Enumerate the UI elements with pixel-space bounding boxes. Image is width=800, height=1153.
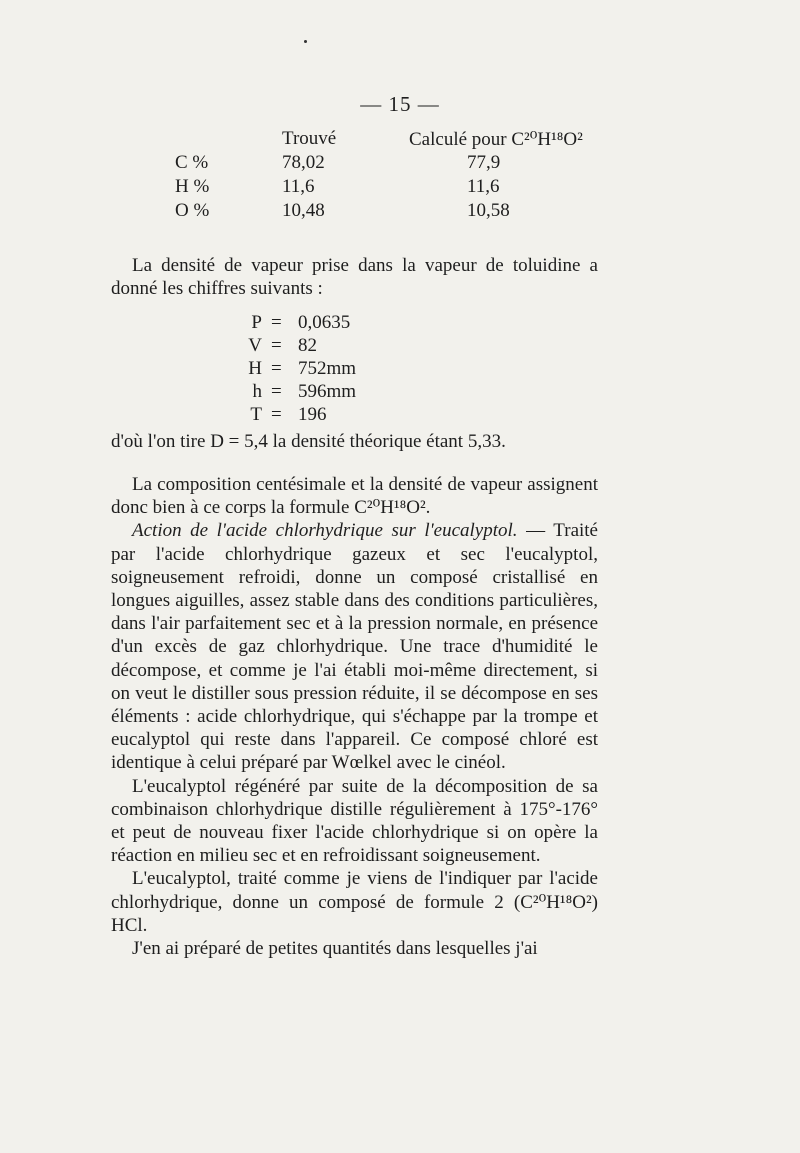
composition-paragraph: La composition centésimale et la densité de vapeur assignent donc bien à ce corps la formule C²⁰H¹⁸O². [111,474,598,519]
measure-value: 0,0635 [298,312,351,333]
row-label: C % [175,152,209,173]
measure-symbol: H [248,358,262,379]
last-paragraph: J'en ai préparé de petites quantités dans lesquelles j'ai [132,938,538,960]
found-value: 10,48 [282,200,325,221]
equals-sign: = [271,381,282,402]
speck-mark [304,40,307,43]
equals-sign: = [271,335,282,356]
result-paragraph [111,430,598,453]
measurement-row [0,312,800,335]
measure-value: 196 [298,404,327,425]
equals-sign: = [271,358,282,379]
calc-value: 11,6 [467,176,500,197]
measure-value: 752mm [298,358,357,379]
table-row [0,152,800,176]
measure-value: 82 [298,335,317,356]
treated-paragraph: L'eucalyptol, traité comme je viens de l'indiquer par l'acide chlorhydrique, donne un composé de formule 2 (C²⁰H¹⁸O²) HCl. [111,868,598,936]
calc-value: 10,58 [467,200,510,221]
measure-symbol: h [252,381,262,402]
regenerated-paragraph: L'eucalyptol régénéré par suite de la décomposition de sa combinaison chlorhydrique distille régulièrement à 175°-176° et peut de nouveau fixer l'acide chlorhydrique si on opère la réaction en milieu sec et en refroidissant soigneusement. [111,775,598,867]
equals-sign: = [271,404,282,425]
action-paragraph [111,519,598,774]
table-row [0,200,800,224]
measurement-row [0,381,800,404]
table-row [0,176,800,200]
row-label: O % [175,200,210,221]
density-paragraph [111,254,598,300]
page-number: — 15 — [360,92,440,116]
header-calculated: Calculé pour C²⁰H¹⁸O² [409,129,583,150]
result-line: d'où l'on tire D = 5,4 la densité théorique étant 5,33. [111,431,506,452]
measure-value: 596mm [298,381,357,402]
density-text: La densité de vapeur prise dans la vapeur de toluidine a donné les chiffres suivants : [111,255,598,300]
header-found: Trouvé [282,128,337,149]
measurement-row [0,335,800,358]
body-text [111,473,598,960]
action-body: — Traité par l'acide chlorhydrique gazeux et sec l'eucalyptol, soigneusement refroidi, donne un composé cristallisé en longues aiguilles, assez stable dans des conditions particulières, dans l'air parfaitement sec et à la pression normale, en présence d'un excès de gaz chlorhydrique. Une trace d'humidité le décompose, et comme je l'ai établi moi-même directement, si on veut le distiller sous pression réduite, il se décompose en ses éléments : acide chlorhydrique, qui s'échappe par la trompe et eucalyptol qui reste dans l'appareil. Ce composé chloré est identique à celui préparé par Wœlkel avec le cinéol. [111,520,598,774]
found-value: 78,02 [282,152,325,173]
measure-symbol: T [250,404,262,425]
row-label: H % [175,176,210,197]
measure-symbol: P [251,312,262,333]
found-value: 11,6 [282,176,315,197]
section-heading: Action de l'acide chlorhydrique sur l'eucalyptol. [132,520,518,542]
measurement-row [0,358,800,381]
equals-sign: = [271,312,282,333]
measure-symbol: V [248,335,262,356]
measurement-row [0,404,800,427]
calc-value: 77,9 [467,152,501,173]
